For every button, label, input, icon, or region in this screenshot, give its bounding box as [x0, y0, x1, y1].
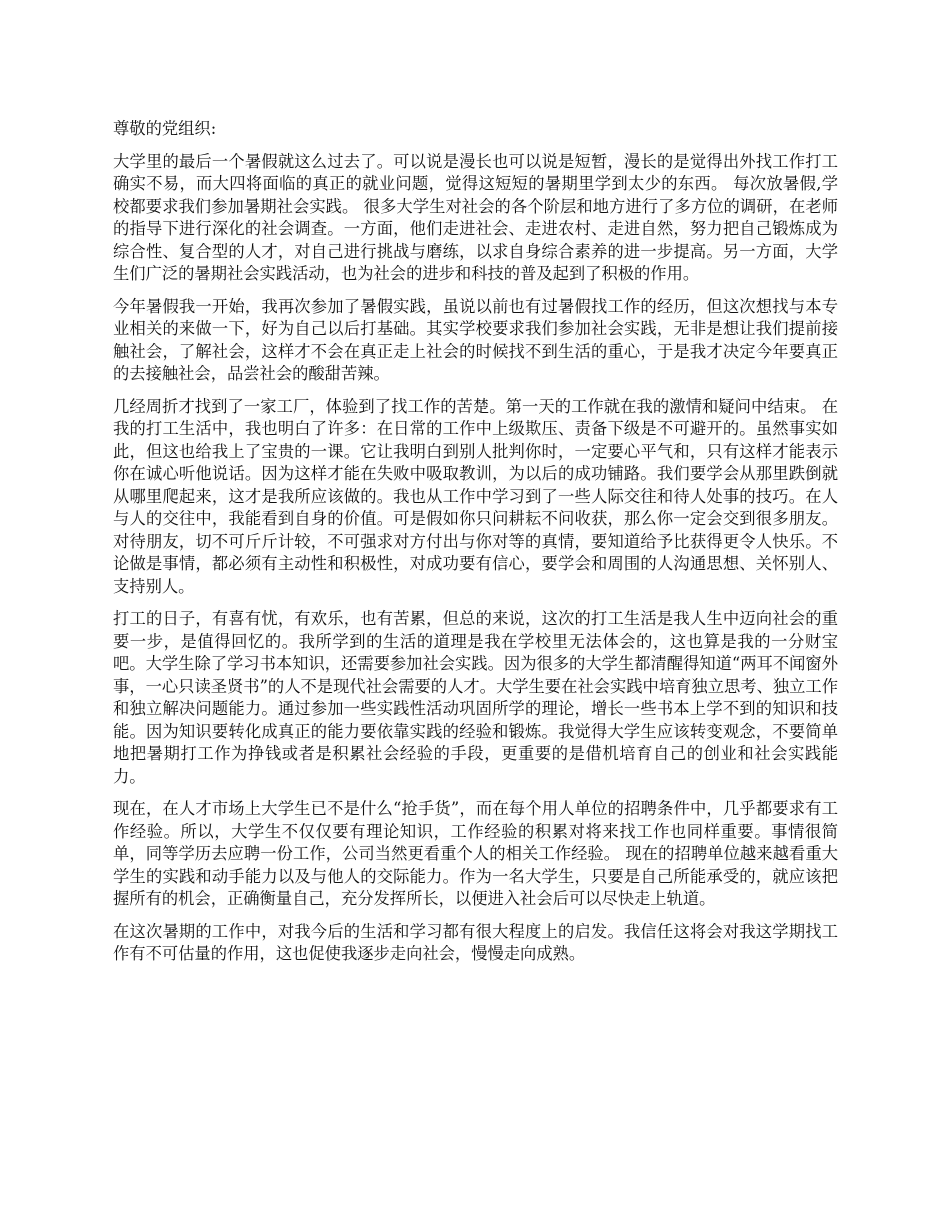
- paragraph-3: 几经周折才找到了一家工厂，体验到了找工作的苦楚。第一天的工作就在我的激情和疑问中结束。 在我的打工生活中，我也明白了许多：在日常的工作中上级欺压、责备下级是不可避开的。虽然事实如此，但这也给我上了宝贵的一课。它让我明白到别人批判你时，一定要心平气和，只有这样才能表示你在诚心听他说话。因为这样才能在失败中吸取教训，为以后的成功铺路。我们要学会从那里跌倒就从哪里爬起来，这才是我所应该做的。我也从工作中学习到了一些人际交往和待人处事的技巧。在人与人的交往中，我能看到自身的价值。可是假如你只问耕耘不问收获，那么你一定会交到很多朋友。对待朋友，切不可斤斤计较，不可强求对方付出与你对等的真情，要知道给予比获得更令人快乐。不论做是事情，都必须有主动性和积极性，对成功要有信心，要学会和周围的人沟通思想、关怀别人、支持别人。: [113, 396, 838, 596]
- salutation: 尊敬的党组织:: [113, 119, 217, 138]
- paragraph-5: 现在，在人才市场上大学生已不是什么“抢手货”，而在每个用人单位的招聘条件中，几乎都要求有工作经验。所以，大学生不仅仅要有理论知识，工作经验的积累对将来找工作也同样重要。事情很简单，同等学历去应聘一份工作，公司当然更看重个人的相关工作经验。 现在的招聘单位越来越看重大学生的实践和动手能力以及与他人的交际能力。作为一名大学生，只要是自己所能承受的，就应该把握所有的机会，正确衡量自己，充分发挥所长，以便进入社会后可以尽快走上轨道。: [113, 799, 838, 908]
- document-page: [113, 118, 838, 976]
- paragraph-2: 今年暑假我一开始，我再次参加了暑假实践，虽说以前也有过暑假找工作的经历，但这次想找与本专业相关的来做一下，好为自己以后打基础。其实学校要求我们参加社会实践，无非是想让我们提前接触社会，了解社会，这样才不会在真正走上社会的时候找不到生活的重心，于是我才决定今年要真正的去接触社会，品尝社会的酸甜苦辣。: [113, 296, 838, 383]
- paragraph-6: 在这次暑期的工作中，对我今后的生活和学习都有很大程度上的启发。我信任这将会对我这学期找工作有不可估量的作用，这也促使我逐步走向社会，慢慢走向成熟。: [113, 921, 838, 963]
- paragraph-4: 打工的日子，有喜有忧，有欢乐，也有苦累，但总的来说，这次的打工生活是我人生中迈向社会的重要一步，是值得回忆的。我所学到的生活的道理是我在学校里无法体会的，这也算是我的一分财宝吧。大学生除了学习书本知识，还需要参加社会实践。因为很多的大学生都清醒得知道“两耳不闻窗外事，一心只读圣贤书”的人不是现代社会需要的人才。大学生要在社会实践中培育独立思考、独立工作和独立解决问题能力。通过参加一些实践性活动巩固所学的理论，增长一些书本上学不到的知识和技能。因为知识要转化成真正的能力要依靠实践的经验和锻炼。我觉得大学生应该转变观念，不要简单地把暑期打工作为挣钱或者是积累社会经验的手段，更重要的是借机培育自己的创业和社会实践能力。: [113, 609, 838, 786]
- paragraph-1: 大学里的最后一个暑假就这么过去了。可以说是漫长也可以说是短暂，漫长的是觉得出外找工作打工确实不易，而大四将面临的真正的就业问题，觉得这短短的暑期里学到太少的东西。 每次放暑假,学校都要求我们参加暑期社会实践。 很多大学生对社会的各个阶层和地方进行了多方位的调研，在老师的指导下进行深化的社会调查。一方面，他们走进社会、走进农村、走进自然，努力把自己锻炼成为综合性、复合型的人才，对自己进行挑战与磨练，以求自身综合素养的进一步提高。另一方面，大学生们广泛的暑期社会实践活动，也为社会的进步和科技的普及起到了积极的作用。: [113, 151, 838, 283]
